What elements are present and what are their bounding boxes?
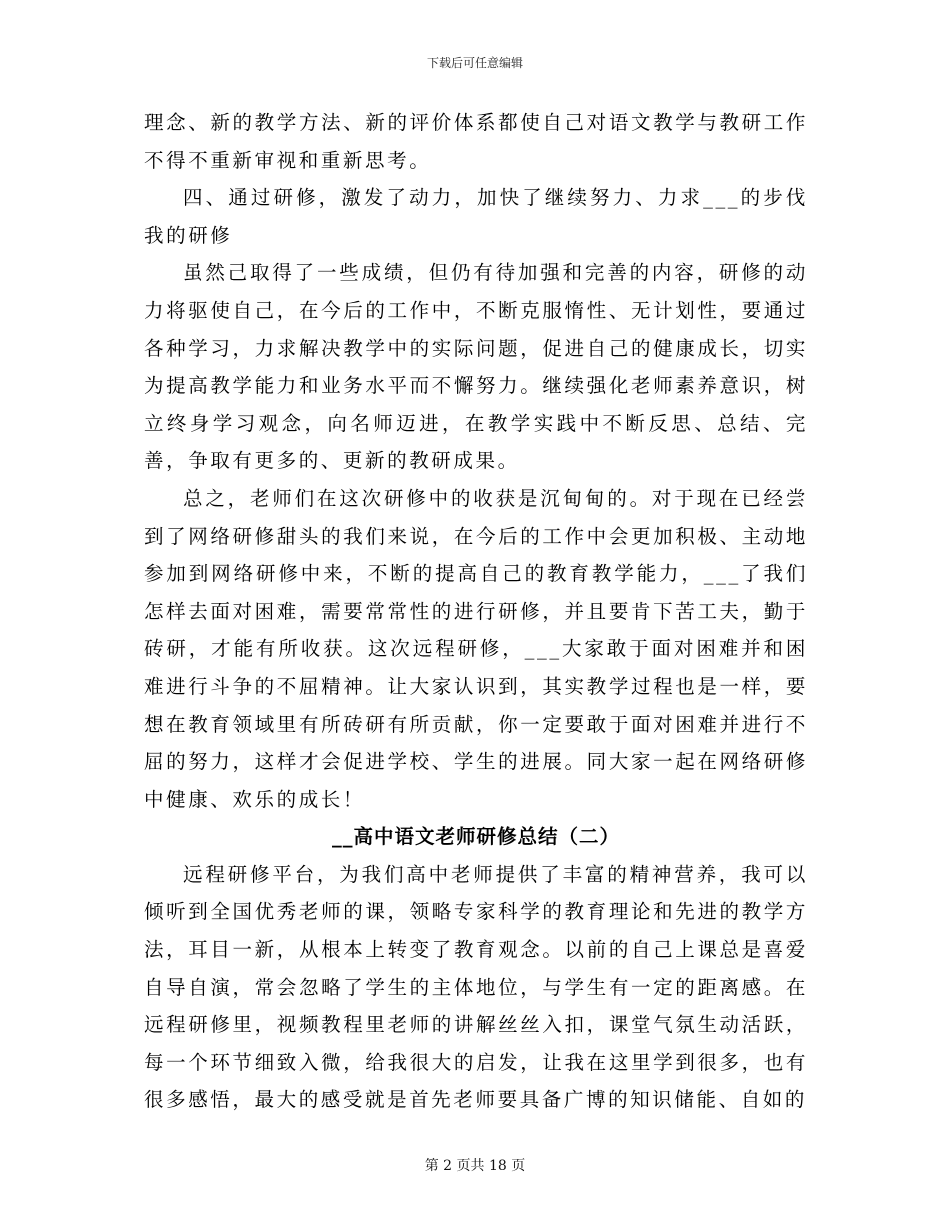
paragraph-conclusion: 总之，老师们在这次研修中的收获是沉甸甸的。对于现在已经尝到了网络研修甜头的我们来说，在今后的工作中会更加积极、主动地参加到网络研修中来，不断的提高自己的教育教学能力，___了我们怎样去面对困难，需要常常性的进行研修，并且要肯下苦工夫，勤于砖研，才能有所收获。这次远程研修，___大家敢于面对困难并和困难进行斗争的不屈精神。让大家认识到，其实教学过程也是一样，要想在教育领域里有所砖研有所贡献，你一定要敢于面对困难并进行不屈的努力，这样才会促进学校、学生的进展。同大家一起在网络研修中健康、欢乐的成长！ (144, 486, 808, 811)
paragraph-remote-training: 远程研修平台，为我们高中老师提供了丰富的精神营养，我可以倾听到全国优秀老师的课，领略专家科学的教育理论和先进的教学方法，耳目一新，从根本上转变了教育观念。以前的自己上课总是喜爱自导自演，常会忽略了学生的主体地位，与学生有一定的距离感。在远程研修里，视频教程里老师的讲解丝丝入扣，课堂气氛生动活跃，每一个环节细致入微，给我很大的启发，让我在这里学到很多，也有很多感悟，最大的感受就是首先老师要具备广博的知识储能、自如的 (144, 862, 808, 1112)
paragraph-section-four: 四、通过研修，激发了动力，加快了继续努力、力求___的步伐我的研修 (144, 186, 808, 247)
paragraph-improvement: 虽然己取得了一些成绩，但仍有待加强和完善的内容，研修的动力将驱使自己，在今后的工作中，不断克服惰性、无计划性，要通过各种学习，力求解决教学中的实际问题，促进自己的健康成长，切实为提高教学能力和业务水平而不懈努力。继续强化老师素养意识，树立终身学习观念，向名师迈进，在教学实践中不断反思、总结、完善，争取有更多的、更新的教研成果。 (144, 261, 808, 473)
paragraph-continuation: 理念、新的教学方法、新的评价体系都使自己对语文教学与教研工作不得不重新审视和重新思考。 (144, 111, 808, 172)
section-title: __高中语文老师研修总结（二） (331, 825, 620, 849)
page-number: 第 2 页共 18 页 (424, 1158, 526, 1174)
page-header: 下载后可任意编辑 (426, 56, 523, 70)
document-body (144, 104, 808, 1119)
